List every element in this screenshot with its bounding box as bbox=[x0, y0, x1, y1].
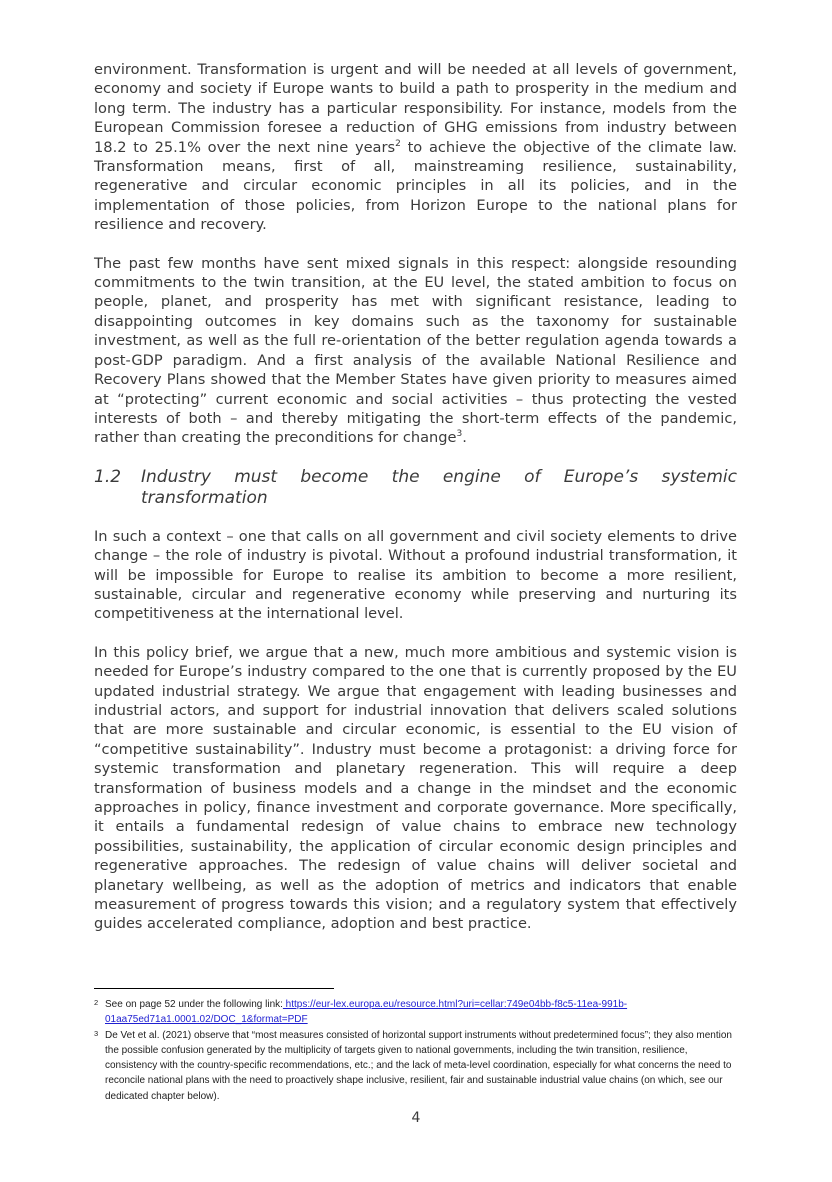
footnote-2 bbox=[94, 997, 737, 1028]
paragraph-text-tail: to achieve the objective of the climate law. Transformation means, first of all, mainstreaming resilience, sustainability, regenerative and circular economic principles in all its policies, and in the implementation of those policies, from Horizon Europe to the national plans for resilience and recovery. bbox=[94, 138, 737, 234]
footnote-separator bbox=[94, 988, 334, 989]
paragraph-context bbox=[94, 527, 737, 624]
footnote-mark: 2 bbox=[94, 998, 99, 1007]
footnote-body bbox=[105, 997, 737, 1028]
section-number: 1.2 bbox=[94, 466, 122, 487]
paragraph-transformation bbox=[94, 60, 737, 235]
page-body bbox=[94, 60, 737, 953]
section-heading bbox=[94, 467, 737, 509]
footnotes bbox=[94, 997, 737, 1104]
footnote-link[interactable]: https://eur-lex.europa.eu/resource.html?uri=cellar:749e04bb-f8c5-11ea-991b-01aa75ed71a1.0001.02/DOC_1&format=PDF bbox=[105, 999, 628, 1026]
paragraph-text: environment. Transformation is urgent and will be needed at all levels of government, economy and society if Europe wants to build a path to prosperity in the medium and long term. The industry has a particular responsibility. For instance, models from the European Commission foresee a reduction of GHG emissions from industry between 18.2 to 25.1% over the next nine years bbox=[94, 61, 737, 156]
paragraph-policy-brief bbox=[94, 643, 737, 934]
paragraph-text: In such a context – one that calls on all government and civil society elements to drive change – the role of industry is pivotal. Without a profound industrial transformation, it will be impossible for Europe to realise its ambition to become a more resilient, sustainable, circular and regenerative economy while preserving and nurturing its competitiveness at the international level. bbox=[94, 527, 737, 623]
paragraph-text: The past few months have sent mixed signals in this respect: alongside resounding commitments to the twin transition, at the EU level, the stated ambition to focus on people, planet, and prosperity has met with significant resistance, leading to disappointing outcomes in key domains such as the taxonomy for sustainable investment, as well as the full re-orientation of the better regulation agenda towards a post-GDP paradigm. And a first analysis of the available National Resilience and Recovery Plans showed that the Member States have given priority to measures aimed at “protecting” current economic and social activities – thus protecting the vested interests of both – and thereby mitigating the short-term effects of the pandemic, rather than creating the preconditions for change bbox=[94, 254, 737, 447]
page-number: 4 bbox=[411, 1110, 421, 1126]
footnote-reference-2[interactable]: 2 bbox=[395, 138, 401, 149]
paragraph-text-tail: . bbox=[462, 429, 467, 447]
footnote-text: See on page 52 under the following link: bbox=[105, 999, 283, 1010]
footnote-3 bbox=[94, 1028, 737, 1104]
footnote-text: De Vet et al. (2021) observe that “most measures consisted of horizontal support instruments without predetermined focus”; they also mention the possible confusion generated by the multiplicity of targets given to national governments, including the twin transition, resilience, consistency with the country-specific recommendations, etc.; and the lack of meta-level coordination, especially for what concerns the need to reconcile national plans with the need to proactively shape inclusive, resilient, fair and sustainable industrial value chains (on which, see our dedicated chapter below). bbox=[105, 1029, 732, 1102]
paragraph-mixed-signals bbox=[94, 254, 737, 448]
footnote-reference-3[interactable]: 3 bbox=[456, 429, 463, 440]
paragraph-text: In this policy brief, we argue that a new, much more ambitious and systemic vision is needed for Europe’s industry compared to the one that is currently proposed by the EU updated industrial strategy. We argue that engagement with leading businesses and industrial actors, and support for industrial innovation that delivers scaled solutions that are more sustainable and circular economic, is essential to the EU vision of “competitive sustainability”. Industry must become a protagonist: a driving force for systemic transformation and planetary regeneration. This will require a deep transformation of business models and a change in the mindset and the economic approaches in policy, finance investment and corporate governance. More specifically, it entails a fundamental redesign of value chains to embrace new technology possibilities, sustainability, the application of circular economic design principles and regenerative approaches. The redesign of value chains will deliver societal and planetary wellbeing, as well as the adoption of metrics and indicators that enable measurement of progress towards this vision; and a regulatory system that effectively guides accelerated compliance, adoption and best practice. bbox=[94, 643, 737, 933]
section-title: Industry must become the engine of Europe’s systemic transformation bbox=[141, 466, 737, 508]
footnote-mark: 3 bbox=[94, 1028, 99, 1038]
